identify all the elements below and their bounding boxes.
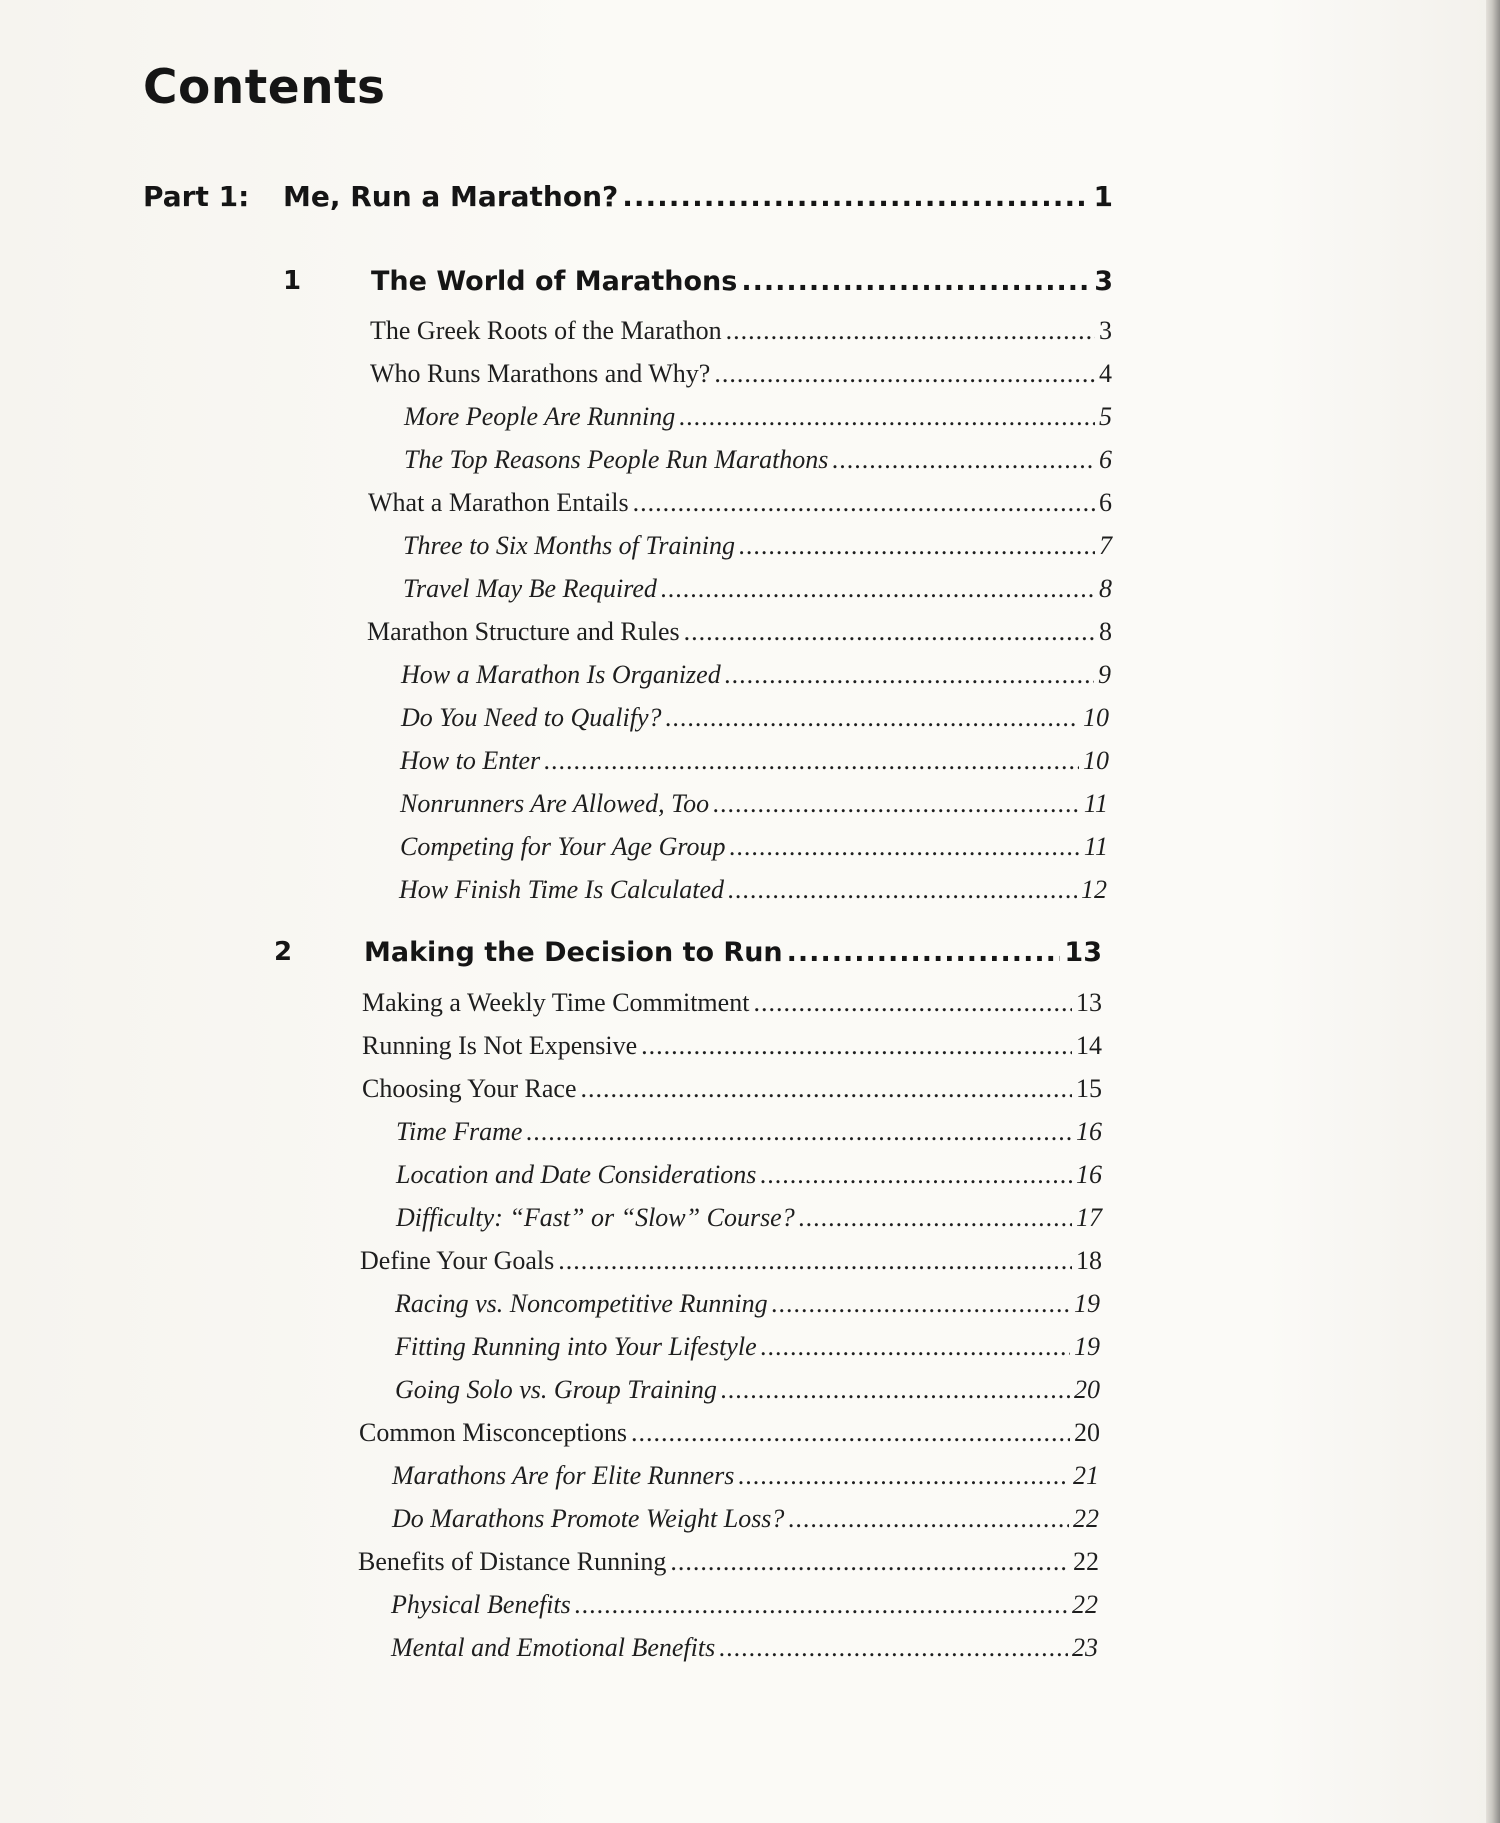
entry-page-number: 5 — [1099, 402, 1112, 431]
entry-page-number: 19 — [1074, 1289, 1100, 1318]
leader-dots — [670, 1547, 1069, 1577]
leader-dots — [721, 1375, 1070, 1405]
chapter-title: Making the Decision to Run — [364, 937, 783, 968]
part-title: Me, Run a Marathon? — [283, 180, 619, 213]
leader-dots — [633, 488, 1095, 518]
entry-page-number: 23 — [1072, 1633, 1098, 1662]
toc-subentry — [403, 574, 1112, 604]
toc-subentry — [391, 1633, 1098, 1663]
entry-title: Location and Date Considerations — [396, 1160, 757, 1189]
toc-entry — [360, 1246, 1102, 1276]
toc-entry — [358, 1547, 1099, 1577]
page-title: Contents — [143, 60, 386, 115]
toc-subentry — [396, 1160, 1102, 1190]
entry-title: The Greek Roots of the Marathon — [370, 316, 722, 345]
entry-page-number: 20 — [1074, 1375, 1100, 1404]
entry-title: Physical Benefits — [391, 1590, 571, 1619]
toc-subentry — [395, 1332, 1100, 1362]
toc-subentry — [395, 1375, 1100, 1405]
entry-page-number: 9 — [1098, 660, 1111, 689]
chapter-title: The World of Marathons — [371, 266, 738, 297]
entry-title: How Finish Time Is Calculated — [399, 875, 724, 904]
entry-page-number: 15 — [1076, 1074, 1102, 1103]
toc-subentry — [404, 402, 1112, 432]
leader-dots — [832, 445, 1095, 475]
entry-title: Do You Need to Qualify? — [401, 703, 662, 732]
toc-subentry — [400, 832, 1108, 862]
entry-page-number: 13 — [1076, 988, 1102, 1017]
entry-title: Marathons Are for Elite Runners — [392, 1461, 735, 1490]
leader-dots — [719, 1633, 1068, 1663]
toc-subentry — [403, 531, 1112, 561]
entry-page-number: 4 — [1099, 359, 1112, 388]
entry-page-number: 21 — [1073, 1461, 1099, 1490]
leader-dots — [661, 574, 1095, 604]
chapter-number: 1 — [283, 266, 302, 296]
entry-page-number: 11 — [1083, 832, 1108, 861]
entry-page-number: 18 — [1076, 1246, 1102, 1275]
toc-subentry — [395, 1289, 1100, 1319]
toc-entry — [367, 617, 1112, 647]
leader-dots — [741, 266, 1090, 297]
leader-dots — [726, 316, 1095, 346]
leader-dots — [684, 617, 1095, 647]
entry-page-number: 10 — [1083, 746, 1109, 775]
part-page-number: 1 — [1093, 180, 1113, 213]
leader-dots — [738, 1461, 1069, 1491]
entry-title: Common Misconceptions — [359, 1418, 627, 1447]
toc-subentry — [400, 746, 1109, 776]
toc-entry — [362, 988, 1102, 1018]
leader-dots — [761, 1332, 1070, 1362]
toc-subentry — [392, 1461, 1099, 1491]
entry-page-number: 6 — [1099, 445, 1112, 474]
toc-subentry — [396, 1203, 1102, 1233]
toc-subentry — [401, 660, 1111, 690]
toc-entry — [362, 1031, 1102, 1061]
leader-dots — [799, 1203, 1072, 1233]
entry-title: Marathon Structure and Rules — [367, 617, 680, 646]
toc-entry — [362, 1074, 1102, 1104]
toc-subentry — [399, 875, 1107, 905]
entry-title: How a Marathon Is Organized — [401, 660, 721, 689]
toc-chapter-row — [364, 937, 1102, 968]
entry-title: Choosing Your Race — [362, 1074, 577, 1103]
toc-entry — [370, 316, 1112, 346]
leader-dots — [714, 359, 1095, 389]
toc-entry — [368, 488, 1112, 518]
entry-page-number: 16 — [1076, 1160, 1102, 1189]
toc-subentry — [396, 1117, 1102, 1147]
leader-dots — [575, 1590, 1068, 1620]
page-edge-shadow — [1486, 0, 1500, 1823]
leader-dots — [713, 789, 1080, 819]
entry-title: Do Marathons Promote Weight Loss? — [392, 1504, 785, 1533]
entry-page-number: 14 — [1076, 1031, 1102, 1060]
chapter-page-number: 3 — [1094, 266, 1113, 297]
toc-chapter-row — [371, 266, 1113, 297]
leader-dots — [641, 1031, 1072, 1061]
toc-subentry — [391, 1590, 1098, 1620]
leader-dots — [739, 531, 1095, 561]
entry-title: Difficulty: “Fast” or “Slow” Course? — [396, 1203, 795, 1232]
leader-dots — [544, 746, 1079, 776]
toc-subentry — [400, 789, 1108, 819]
chapter-number: 2 — [274, 937, 293, 967]
entry-page-number: 7 — [1099, 531, 1112, 560]
entry-title: Making a Weekly Time Commitment — [362, 988, 750, 1017]
entry-page-number: 17 — [1076, 1203, 1102, 1232]
entry-page-number: 8 — [1099, 617, 1112, 646]
entry-page-number: 22 — [1073, 1547, 1099, 1576]
entry-page-number: 22 — [1073, 1504, 1099, 1533]
entry-title: More People Are Running — [404, 402, 676, 431]
entry-page-number: 19 — [1074, 1332, 1100, 1361]
entry-title: Time Frame — [396, 1117, 523, 1146]
entry-page-number: 22 — [1072, 1590, 1098, 1619]
leader-dots — [631, 1418, 1070, 1448]
entry-page-number: 11 — [1083, 789, 1108, 818]
leader-dots — [558, 1246, 1072, 1276]
leader-dots — [725, 660, 1094, 690]
leader-dots — [788, 1504, 1069, 1534]
toc-entry — [359, 1418, 1100, 1448]
entry-title: Define Your Goals — [360, 1246, 555, 1275]
entry-title: How to Enter — [400, 746, 541, 775]
entry-title: Who Runs Marathons and Why? — [370, 359, 711, 388]
entry-title: Fitting Running into Your Lifestyle — [395, 1332, 757, 1361]
entry-title: Running Is Not Expensive — [362, 1031, 638, 1060]
toc-subentry — [401, 703, 1109, 733]
toc-entry — [370, 359, 1112, 389]
entry-page-number: 10 — [1083, 703, 1109, 732]
leader-dots — [787, 937, 1061, 968]
leader-dots — [679, 402, 1095, 432]
leader-dots — [728, 875, 1077, 905]
entry-title: Going Solo vs. Group Training — [395, 1375, 717, 1404]
entry-title: Benefits of Distance Running — [358, 1547, 667, 1576]
entry-title: Competing for Your Age Group — [400, 832, 726, 861]
entry-title: Mental and Emotional Benefits — [391, 1633, 716, 1662]
entry-title: Three to Six Months of Training — [403, 531, 735, 560]
entry-page-number: 20 — [1074, 1418, 1100, 1447]
entry-title: The Top Reasons People Run Marathons — [404, 445, 829, 474]
leader-dots — [526, 1117, 1072, 1147]
leader-dots — [581, 1074, 1072, 1104]
part-label: Part 1: — [143, 180, 250, 213]
toc-part-row — [283, 180, 1113, 213]
entry-title: What a Marathon Entails — [368, 488, 629, 517]
leader-dots — [622, 180, 1089, 213]
toc-subentry — [392, 1504, 1099, 1534]
entry-page-number: 8 — [1099, 574, 1112, 603]
entry-page-number: 3 — [1099, 316, 1112, 345]
chapter-page-number: 13 — [1064, 937, 1102, 968]
leader-dots — [665, 703, 1079, 733]
toc-subentry — [404, 445, 1112, 475]
entry-page-number: 6 — [1099, 488, 1112, 517]
leader-dots — [730, 832, 1080, 862]
leader-dots — [753, 988, 1072, 1018]
leader-dots — [760, 1160, 1072, 1190]
entry-title: Nonrunners Are Allowed, Too — [400, 789, 710, 818]
leader-dots — [772, 1289, 1070, 1319]
entry-title: Travel May Be Required — [403, 574, 657, 603]
entry-page-number: 12 — [1081, 875, 1107, 904]
entry-title: Racing vs. Noncompetitive Running — [395, 1289, 768, 1318]
entry-page-number: 16 — [1076, 1117, 1102, 1146]
